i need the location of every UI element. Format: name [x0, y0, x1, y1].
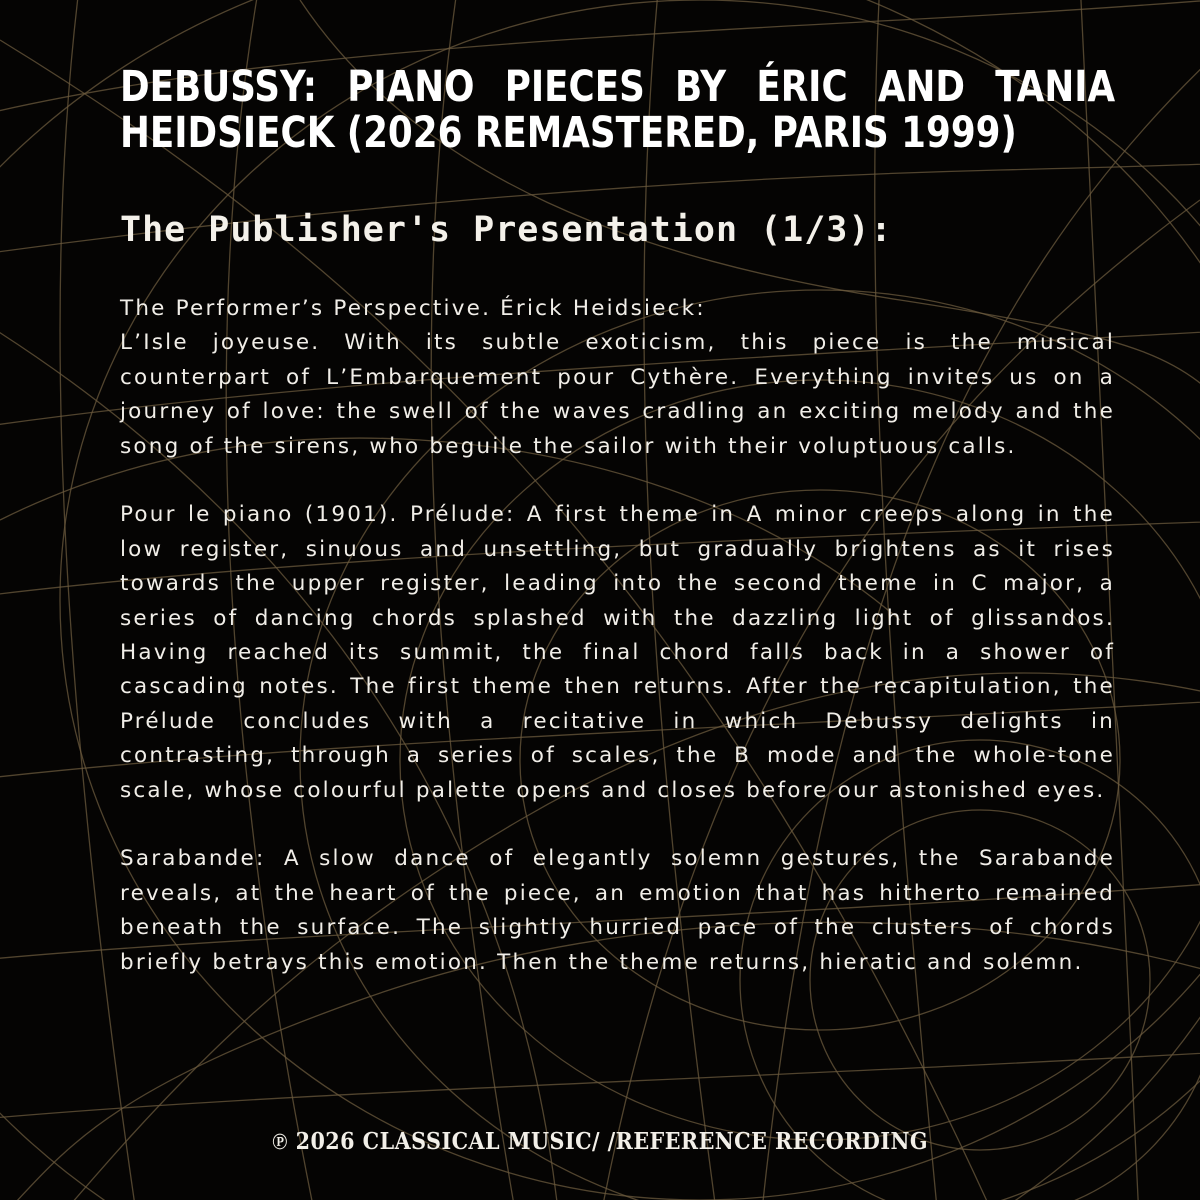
album-title: DEBUSSY: PIANO PIECES BY ÉRIC AND TANIA HEIDSIECK (2026 REMASTERED, PARIS 1999): [120, 62, 1116, 158]
paragraph-lisle-joyeuse: [120, 292, 1115, 464]
copyright-footer: ℗ 2026 CLASSICAL MUSIC/ /REFERENCE RECORDING: [272, 1128, 928, 1155]
paragraph-text: Sarabande: A slow dance of elegantly solemn gestures, the Sarabande reveals, at the heart of the piece, an emotion that has hitherto remained beneath the surface. The slightly hurried pace of the clusters of chords briefly betrays this emotion. Then the theme returns, hieratic and solemn.: [120, 846, 1115, 975]
presentation-subtitle: The Publisher's Presentation (1/3):: [120, 210, 893, 250]
paragraph-pour-le-piano-prelude: [120, 498, 1115, 808]
paragraph-sarabande: [120, 842, 1115, 980]
paragraph-text: Pour le piano (1901). Prélude: A first theme in A minor creeps along in the low register, sinuous and unsettling, but gradually brightens as it rises towards the upper register, leading into the second theme in C major, a series of dancing chords splashed with the dazzling light of glissandos. Having reached its summit, the final chord falls back in a shower of cascading notes. The first theme then returns. After the recapitulation, the Prélude concludes with a recitative in which Debussy delights in contrasting, through a series of scales, the B mode and the whole-tone scale, whose colourful palette opens and closes before our astonished eyes.: [120, 502, 1115, 803]
paragraph-text: L’Isle joyeuse. With its subtle exoticism, this piece is the musical counterpart of L’Embarquement pour Cythère. Everything invites us on a journey of love: the swell of the waves cradling an exciting melody and the song of the sirens, who beguile the sailor with their voluptuous calls.: [120, 330, 1115, 459]
presentation-body: [120, 292, 1115, 1014]
performer-perspective-heading: The Performer’s Perspective. Érick Heidsieck:: [120, 296, 706, 321]
